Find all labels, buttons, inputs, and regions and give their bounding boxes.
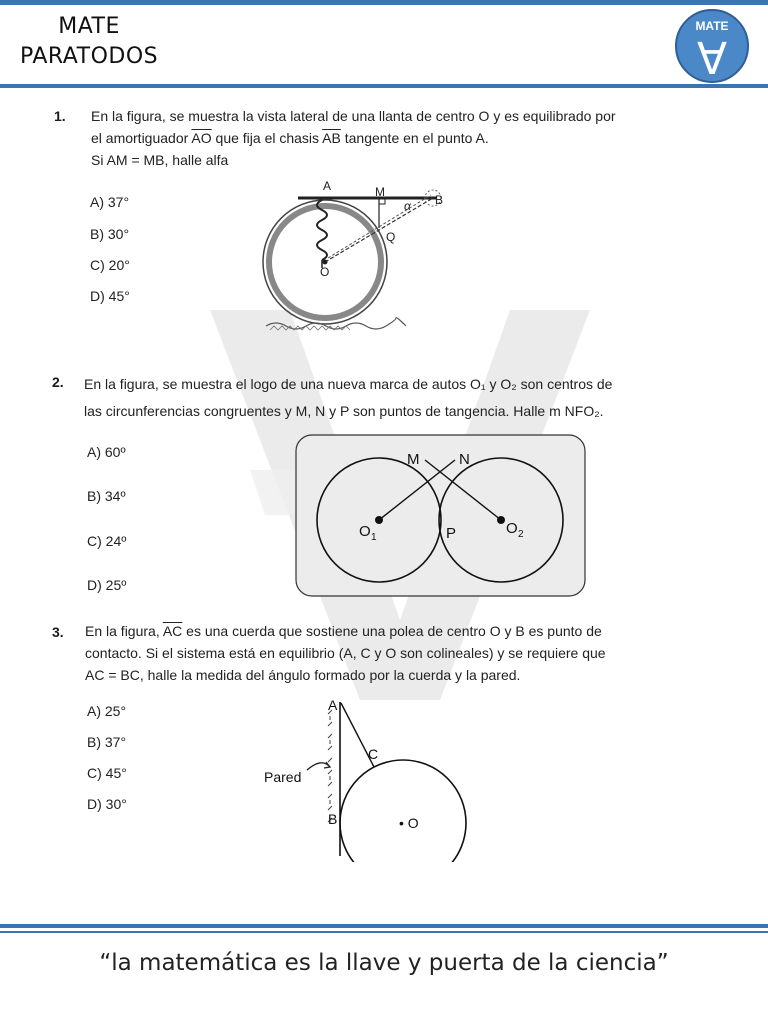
problem-3-number: 3. [52, 624, 64, 640]
label-alpha: α [404, 199, 411, 213]
label-n: N [459, 451, 470, 468]
problem-1-option-b[interactable]: B) 30° [90, 226, 130, 242]
label-q: Q [386, 230, 396, 244]
text-fragment: el amortiguador [91, 130, 192, 146]
label-c: C [368, 746, 379, 762]
problem-1-statement [91, 105, 681, 171]
label-o1: O [359, 523, 371, 540]
label-o: • O [399, 815, 419, 831]
problem-1-line-3: Si AM = MB, halle alfa [91, 152, 229, 168]
label-o2: O [506, 520, 518, 537]
label-o2-sub: 2 [518, 529, 524, 540]
problem-3-option-a[interactable]: A) 25° [87, 703, 127, 719]
label-o: O [320, 265, 330, 279]
problem-1-option-c[interactable]: C) 20° [90, 257, 130, 273]
label-b: B [435, 193, 444, 207]
footer-rule-thin [0, 931, 768, 933]
problem-3-figure [262, 696, 472, 862]
logo-symbol: ∀ [696, 35, 728, 84]
problem-3-line-3: AC = BC, halle la medida del ángulo formado por la cuerda y la pared. [85, 667, 521, 683]
problem-3-option-c[interactable]: C) 45° [87, 765, 127, 781]
top-rule [0, 0, 768, 5]
logo-text: MATE [695, 19, 729, 33]
problem-3-option-b[interactable]: B) 37° [87, 734, 127, 750]
brand-line-1: MATE [58, 14, 120, 39]
problem-1-line-1: En la figura, se muestra la vista lateral de una llanta de centro O y es equilibrado por [91, 108, 616, 124]
text-fragment: que fija el chasis [211, 130, 323, 146]
label-a: A [323, 179, 332, 193]
problem-1-number: 1. [54, 108, 66, 124]
text-fragment: En la figura, [85, 623, 163, 639]
problem-2-option-d[interactable]: D) 25º [87, 577, 127, 593]
text-fragment: es una cuerda que sostiene una polea de centro O y B es punto de [182, 623, 602, 639]
problem-2-line-1: En la figura, se muestra el logo de una nueva marca de autos O₁ y O₂ son centros de [84, 376, 613, 392]
footer-rule-thick [0, 924, 768, 928]
brand-title [20, 12, 158, 72]
segment-ac: $\overline{AC}$ [162, 623, 183, 639]
label-b: B [328, 811, 338, 827]
text-fragment: tangente en el punto A. [340, 130, 489, 146]
brand-line-2: PARATODOS [20, 44, 159, 69]
problem-2-figure [295, 434, 587, 598]
segment-ao: $\overline{AO}$ [191, 130, 212, 146]
problem-1-option-a[interactable]: A) 37° [90, 194, 130, 210]
label-p: P [446, 525, 457, 542]
problem-3-statement [85, 620, 675, 686]
label-pared: Pared [264, 769, 302, 785]
problem-1-figure [258, 178, 450, 338]
problem-3-option-d[interactable]: D) 30° [87, 796, 127, 812]
header-rule [0, 84, 768, 88]
problem-1-line-2 [91, 127, 681, 149]
problem-1-option-d[interactable]: D) 45° [90, 288, 130, 304]
footer-quote: “la matemática es la llave y puerta de la ciencia” [99, 950, 669, 976]
label-o1-sub: 1 [371, 532, 377, 543]
label-m: M [375, 185, 385, 199]
label-m: M [407, 451, 420, 468]
problem-3-line-2: contacto. Si el sistema está en equilibrio (A, C y O son colineales) y se requiere que [85, 645, 606, 661]
problem-2-line-2: las circunferencias congruentes y M, N y P son puntos de tangencia. Halle m NFO₂. [84, 403, 604, 419]
brand-logo [674, 8, 750, 84]
problem-3-line-1 [85, 620, 675, 642]
problem-2-option-b[interactable]: B) 34º [87, 488, 126, 504]
segment-ab: $\overline{AB}$ [322, 130, 341, 146]
problem-2-statement [84, 371, 674, 425]
label-a: A [328, 697, 338, 713]
problem-2-option-a[interactable]: A) 60º [87, 444, 126, 460]
problem-2-number: 2. [52, 374, 64, 390]
problem-2-option-c[interactable]: C) 24º [87, 533, 127, 549]
